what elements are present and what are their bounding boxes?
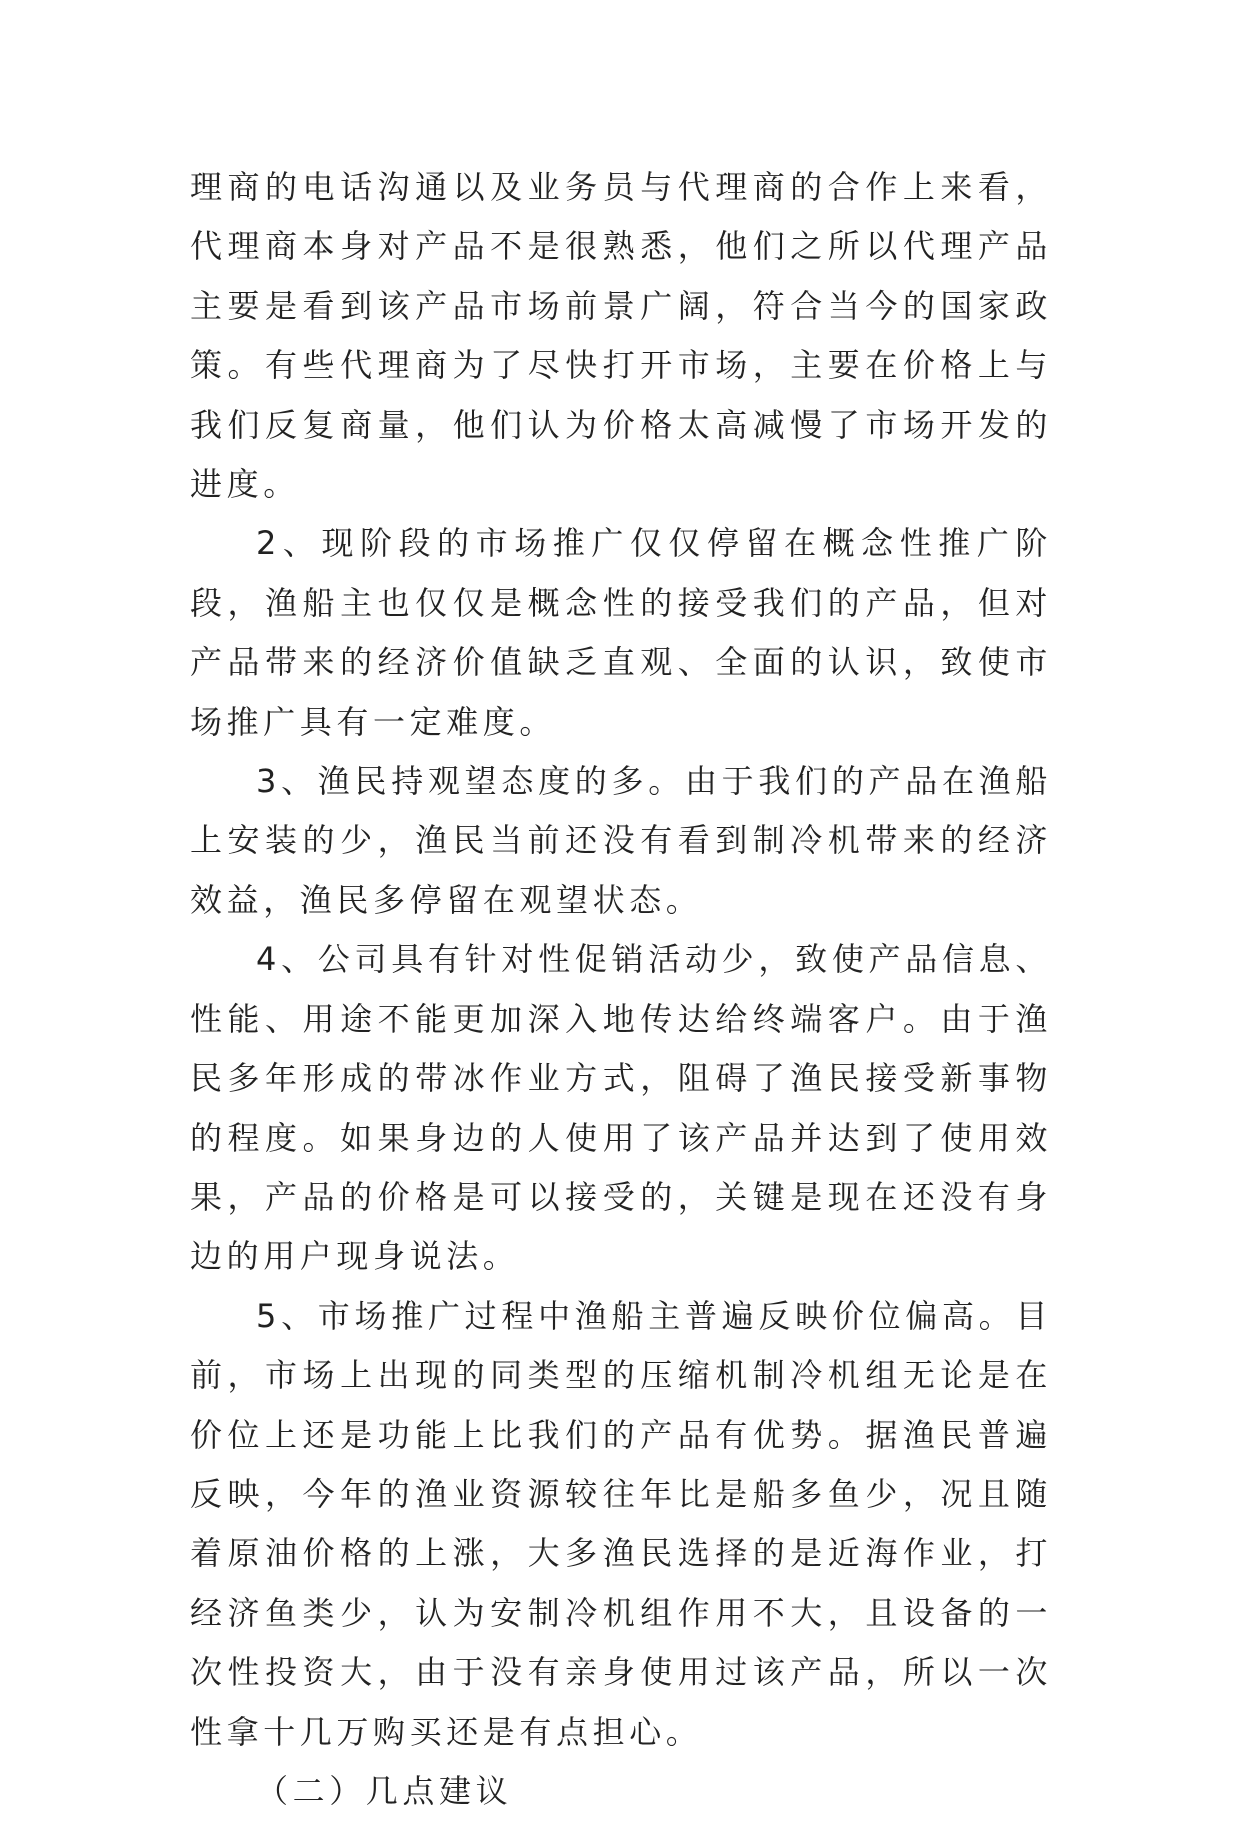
paragraph-point-2: 2、现阶段的市场推广仅仅停留在概念性推广阶段，渔船主也仅仅是概念性的接受我们的产品，但对产品带来的经济价值缺乏直观、全面的认识，致使市场推广具有一定难度。	[190, 524, 1052, 741]
paragraph-point-5: 5、市场推广过程中渔船主普遍反映价位偏高。目前，市场上出现的同类型的压缩机制冷机组无论是在价位上还是功能上比我们的产品有优势。据渔民普遍反映，今年的渔业资源较往年比是船多鱼少，况且随着原油价格的上涨，大多渔民选择的是近海作业，打经济鱼类少，认为安制冷机组作用不大，且设备的一次性投资大，由于没有亲身使用过该产品，所以一次性拿十几万购买还是有点担心。	[190, 1296, 1052, 1751]
section-heading: （二）几点建议	[256, 1771, 513, 1810]
document-page	[190, 158, 1052, 1821]
paragraph-continuation: 理商的电话沟通以及业务员与代理商的合作上来看，代理商本身对产品不是很熟悉，他们之所以代理产品主要是看到该产品市场前景广阔，符合当今的国家政策。有些代理商为了尽快打开市场，主要在价格上与我们反复商量，他们认为价格太高减慢了市场开发的进度。	[190, 168, 1052, 504]
paragraph-point-3: 3、渔民持观望态度的多。由于我们的产品在渔船上安装的少，渔民当前还没有看到制冷机带来的经济效益，渔民多停留在观望状态。	[190, 762, 1052, 919]
paragraph-point-4: 4、公司具有针对性促销活动少，致使产品信息、性能、用途不能更加深入地传达给终端客户。由于渔民多年形成的带冰作业方式，阻碍了渔民接受新事物的程度。如果身边的人使用了该产品并达到了使用效果，产品的价格是可以接受的，关键是现在还没有身边的用户现身说法。	[190, 940, 1052, 1276]
